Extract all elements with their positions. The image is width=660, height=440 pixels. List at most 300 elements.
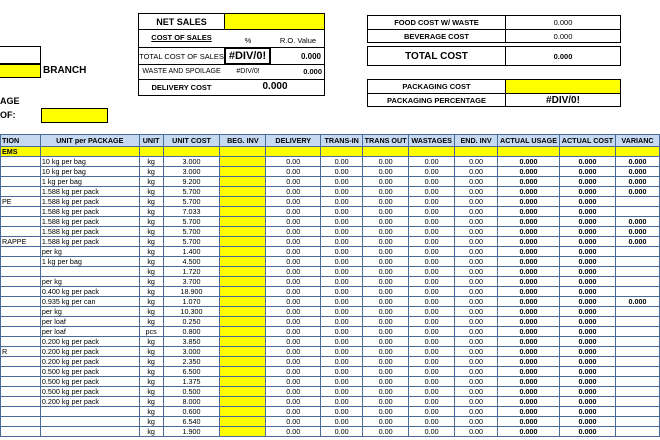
unit-cost-cell: 3.850 (163, 337, 220, 347)
beg-inv-input[interactable] (220, 287, 266, 297)
delivery-cell[interactable]: 0.00 (266, 307, 321, 317)
wastages-cell[interactable]: 0.00 (409, 277, 455, 287)
wastages-cell[interactable]: 0.00 (409, 377, 455, 387)
unit-cell: kg (139, 197, 163, 207)
description-cell (1, 297, 41, 307)
end-inv-cell[interactable]: 0.00 (455, 237, 498, 247)
table-row (1, 367, 660, 377)
unit-per-package-cell (40, 417, 139, 427)
end-inv-cell[interactable]: 0.00 (455, 357, 498, 367)
delivery-cell[interactable]: 0.00 (266, 237, 321, 247)
beg-inv-input[interactable] (220, 337, 266, 347)
trans-in-cell[interactable]: 0.00 (321, 297, 363, 307)
unit-cost-cell: 5.700 (163, 217, 220, 227)
beg-inv-input[interactable] (220, 257, 266, 267)
food-cost-value: 0.000 (505, 15, 621, 30)
actual-usage-cell: 0.000 (498, 177, 560, 187)
variance-cell (615, 277, 659, 287)
trans-out-cell[interactable]: 0.00 (363, 277, 409, 287)
trans-out-cell[interactable]: 0.00 (363, 177, 409, 187)
description-cell (1, 267, 41, 277)
column-header[interactable]: UNIT (139, 135, 163, 147)
inventory-table (0, 134, 660, 437)
beg-inv-input[interactable] (220, 407, 266, 417)
trans-in-cell[interactable]: 0.00 (321, 407, 363, 417)
trans-in-cell[interactable]: 0.00 (321, 157, 363, 167)
actual-cost-cell: 0.000 (560, 217, 616, 227)
wastages-cell[interactable]: 0.00 (409, 167, 455, 177)
trans-out-cell[interactable]: 0.00 (363, 387, 409, 397)
wastages-cell[interactable]: 0.00 (409, 427, 455, 437)
actual-cost-cell: 0.000 (560, 187, 616, 197)
beg-inv-input[interactable] (220, 247, 266, 257)
trans-out-cell[interactable]: 0.00 (363, 337, 409, 347)
packaging-pct-label: PACKAGING PERCENTAGE (367, 93, 506, 107)
trans-in-cell[interactable]: 0.00 (321, 417, 363, 427)
table-row (1, 267, 660, 277)
trans-out-cell[interactable]: 0.00 (363, 257, 409, 267)
table-row (1, 397, 660, 407)
end-inv-cell[interactable]: 0.00 (455, 177, 498, 187)
unit-cost-cell: 6.540 (163, 417, 220, 427)
section-cell: EMS (1, 147, 41, 157)
column-header[interactable]: TION (1, 135, 41, 147)
delivery-cell[interactable]: 0.00 (266, 187, 321, 197)
column-header[interactable]: TRANS OUT (363, 135, 409, 147)
beg-inv-input[interactable] (220, 277, 266, 287)
wastages-cell[interactable]: 0.00 (409, 347, 455, 357)
delivery-cell[interactable]: 0.00 (266, 297, 321, 307)
beg-inv-input[interactable] (220, 187, 266, 197)
trans-in-cell[interactable]: 0.00 (321, 307, 363, 317)
date-input[interactable] (41, 108, 108, 123)
variance-cell (615, 387, 659, 397)
wastages-cell[interactable]: 0.00 (409, 197, 455, 207)
column-header[interactable]: UNIT per PACKAGE (40, 135, 139, 147)
wastages-cell[interactable]: 0.00 (409, 217, 455, 227)
food-cost-label: FOOD COST W/ WASTE (367, 15, 506, 30)
trans-in-cell[interactable]: 0.00 (321, 177, 363, 187)
delivery-cell[interactable]: 0.00 (266, 407, 321, 417)
trans-out-cell[interactable]: 0.00 (363, 267, 409, 277)
wastages-cell[interactable]: 0.00 (409, 307, 455, 317)
total-cost-of-sales-value: 0.000 (270, 47, 325, 65)
end-inv-cell[interactable]: 0.00 (455, 197, 498, 207)
actual-usage-cell: 0.000 (498, 167, 560, 177)
beg-inv-input[interactable] (220, 347, 266, 357)
beg-inv-input[interactable] (220, 207, 266, 217)
age-label: AGE (0, 96, 20, 106)
variance-cell (615, 247, 659, 257)
end-inv-cell[interactable]: 0.00 (455, 317, 498, 327)
delivery-cell[interactable]: 0.00 (266, 277, 321, 287)
trans-in-cell[interactable]: 0.00 (321, 357, 363, 367)
trans-out-cell[interactable]: 0.00 (363, 297, 409, 307)
ro-value-header: R.O. Value (279, 36, 317, 45)
delivery-cell[interactable]: 0.00 (266, 427, 321, 437)
actual-usage-cell: 0.000 (498, 347, 560, 357)
actual-usage-cell: 0.000 (498, 297, 560, 307)
wastages-cell[interactable]: 0.00 (409, 157, 455, 167)
trans-in-cell[interactable]: 0.00 (321, 287, 363, 297)
unit-cost-cell: 10.300 (163, 307, 220, 317)
variance-cell (615, 257, 659, 267)
trans-out-cell[interactable]: 0.00 (363, 357, 409, 367)
actual-usage-cell: 0.000 (498, 257, 560, 267)
actual-usage-cell: 0.000 (498, 157, 560, 167)
end-inv-cell[interactable]: 0.00 (455, 377, 498, 387)
delivery-cell[interactable]: 0.00 (266, 327, 321, 337)
unit-cost-cell: 18.900 (163, 287, 220, 297)
actual-usage-cell: 0.000 (498, 407, 560, 417)
trans-out-cell[interactable]: 0.00 (363, 407, 409, 417)
trans-out-cell[interactable]: 0.00 (363, 217, 409, 227)
wastages-cell[interactable]: 0.00 (409, 357, 455, 367)
trans-out-cell[interactable]: 0.00 (363, 207, 409, 217)
total-cost-value: 0.000 (505, 46, 621, 66)
delivery-cell[interactable]: 0.00 (266, 197, 321, 207)
wastages-cell[interactable]: 0.00 (409, 227, 455, 237)
trans-out-cell[interactable]: 0.00 (363, 307, 409, 317)
unit-cost-cell: 5.700 (163, 227, 220, 237)
column-header[interactable]: END. INV (455, 135, 498, 147)
variance-cell (615, 287, 659, 297)
delivery-cell[interactable]: 0.00 (266, 157, 321, 167)
variance-cell (615, 327, 659, 337)
unit-cost-cell: 1.070 (163, 297, 220, 307)
beg-inv-input[interactable] (220, 307, 266, 317)
end-inv-cell[interactable]: 0.00 (455, 367, 498, 377)
trans-in-cell[interactable]: 0.00 (321, 277, 363, 287)
wastages-cell[interactable]: 0.00 (409, 177, 455, 187)
end-inv-cell[interactable]: 0.00 (455, 397, 498, 407)
column-header[interactable]: TRANS-IN (321, 135, 363, 147)
variance-cell: 0.000 (615, 177, 659, 187)
trans-out-cell[interactable]: 0.00 (363, 157, 409, 167)
wastages-cell[interactable]: 0.00 (409, 207, 455, 217)
actual-cost-cell: 0.000 (560, 167, 616, 177)
unit-per-package-cell: per kg (40, 277, 139, 287)
actual-cost-cell: 0.000 (560, 337, 616, 347)
column-header[interactable]: BEG. INV (220, 135, 266, 147)
table-row (1, 307, 660, 317)
column-header[interactable]: WASTAGES (409, 135, 455, 147)
branch-label: BRANCH (43, 65, 87, 76)
delivery-cell[interactable]: 0.00 (266, 337, 321, 347)
wastages-cell[interactable]: 0.00 (409, 297, 455, 307)
end-inv-cell[interactable]: 0.00 (455, 307, 498, 317)
wastages-cell[interactable]: 0.00 (409, 387, 455, 397)
beg-inv-input[interactable] (220, 377, 266, 387)
trans-out-cell[interactable]: 0.00 (363, 167, 409, 177)
total-cost-of-sales-pct[interactable]: #DIV/0! (224, 47, 271, 65)
actual-cost-cell: 0.000 (560, 197, 616, 207)
trans-out-cell[interactable]: 0.00 (363, 417, 409, 427)
table-row (1, 377, 660, 387)
unit-cell: kg (139, 297, 163, 307)
end-inv-cell[interactable]: 0.00 (455, 417, 498, 427)
wastages-cell[interactable]: 0.00 (409, 187, 455, 197)
wastages-cell[interactable]: 0.00 (409, 417, 455, 427)
delivery-cell[interactable]: 0.00 (266, 367, 321, 377)
end-inv-cell[interactable]: 0.00 (455, 297, 498, 307)
delivery-cell[interactable]: 0.00 (266, 357, 321, 367)
delivery-cell[interactable]: 0.00 (266, 167, 321, 177)
trans-out-cell[interactable]: 0.00 (363, 367, 409, 377)
waste-pct: #DIV/0! (236, 68, 260, 75)
trans-in-cell[interactable]: 0.00 (321, 167, 363, 177)
delivery-cell[interactable]: 0.00 (266, 257, 321, 267)
trans-out-cell[interactable]: 0.00 (363, 317, 409, 327)
trans-in-cell[interactable]: 0.00 (321, 237, 363, 247)
branch-name-box[interactable] (0, 46, 41, 64)
waste-value: 0.000 (303, 67, 322, 76)
wastages-cell[interactable]: 0.00 (409, 407, 455, 417)
trans-out-cell[interactable]: 0.00 (363, 227, 409, 237)
description-cell (1, 227, 41, 237)
unit-per-package-cell: 1.588 kg per pack (40, 227, 139, 237)
beg-inv-input[interactable] (220, 177, 266, 187)
delivery-cell[interactable]: 0.00 (266, 317, 321, 327)
trans-in-cell[interactable]: 0.00 (321, 257, 363, 267)
delivery-cell[interactable]: 0.00 (266, 347, 321, 357)
beg-inv-input[interactable] (220, 327, 266, 337)
beg-inv-input[interactable] (220, 397, 266, 407)
trans-in-cell[interactable]: 0.00 (321, 187, 363, 197)
wastages-cell[interactable]: 0.00 (409, 257, 455, 267)
delivery-cell[interactable]: 0.00 (266, 377, 321, 387)
trans-in-cell[interactable]: 0.00 (321, 367, 363, 377)
section-cell (139, 147, 163, 157)
variance-cell (615, 397, 659, 407)
end-inv-cell[interactable]: 0.00 (455, 167, 498, 177)
end-inv-cell[interactable]: 0.00 (455, 407, 498, 417)
column-header[interactable]: VARIANC (615, 135, 659, 147)
delivery-cell[interactable]: 0.00 (266, 247, 321, 257)
column-header[interactable]: DELIVERY (266, 135, 321, 147)
description-cell (1, 397, 41, 407)
trans-in-cell[interactable]: 0.00 (321, 227, 363, 237)
trans-out-cell[interactable]: 0.00 (363, 427, 409, 437)
variance-cell (615, 417, 659, 427)
trans-in-cell[interactable]: 0.00 (321, 387, 363, 397)
trans-out-cell[interactable]: 0.00 (363, 327, 409, 337)
trans-in-cell[interactable]: 0.00 (321, 317, 363, 327)
description-cell (1, 407, 41, 417)
unit-cost-cell: 1.400 (163, 247, 220, 257)
actual-usage-cell: 0.000 (498, 247, 560, 257)
unit-cost-cell: 5.700 (163, 187, 220, 197)
wastages-cell[interactable]: 0.00 (409, 317, 455, 327)
variance-cell (615, 197, 659, 207)
unit-cell: kg (139, 177, 163, 187)
unit-cell: kg (139, 337, 163, 347)
delivery-cell[interactable]: 0.00 (266, 267, 321, 277)
unit-per-package-cell: per kg (40, 307, 139, 317)
delivery-cell[interactable]: 0.00 (266, 397, 321, 407)
unit-cost-cell: 3.000 (163, 157, 220, 167)
actual-usage-cell: 0.000 (498, 187, 560, 197)
end-inv-cell[interactable]: 0.00 (455, 227, 498, 237)
beg-inv-input[interactable] (220, 297, 266, 307)
actual-usage-cell: 0.000 (498, 397, 560, 407)
column-header[interactable]: UNIT COST (163, 135, 220, 147)
beg-inv-input[interactable] (220, 197, 266, 207)
trans-in-cell[interactable]: 0.00 (321, 377, 363, 387)
beg-inv-input[interactable] (220, 157, 266, 167)
end-inv-cell[interactable]: 0.00 (455, 287, 498, 297)
wastages-cell[interactable]: 0.00 (409, 287, 455, 297)
trans-in-cell[interactable]: 0.00 (321, 427, 363, 437)
delivery-cell[interactable]: 0.00 (266, 287, 321, 297)
wastages-cell[interactable]: 0.00 (409, 397, 455, 407)
trans-in-cell[interactable]: 0.00 (321, 347, 363, 357)
delivery-cell[interactable]: 0.00 (266, 207, 321, 217)
table-row (1, 407, 660, 417)
actual-cost-cell: 0.000 (560, 357, 616, 367)
actual-usage-cell: 0.000 (498, 417, 560, 427)
trans-in-cell[interactable]: 0.00 (321, 397, 363, 407)
trans-out-cell[interactable]: 0.00 (363, 187, 409, 197)
trans-out-cell[interactable]: 0.00 (363, 287, 409, 297)
description-cell (1, 377, 41, 387)
actual-cost-cell: 0.000 (560, 417, 616, 427)
unit-cell: kg (139, 187, 163, 197)
column-header[interactable]: ACTUAL USAGE (498, 135, 560, 147)
beg-inv-input[interactable] (220, 267, 266, 277)
wastages-cell[interactable]: 0.00 (409, 267, 455, 277)
delivery-cell[interactable]: 0.00 (266, 227, 321, 237)
beg-inv-input[interactable] (220, 227, 266, 237)
variance-cell (615, 427, 659, 437)
column-header[interactable]: ACTUAL COST (560, 135, 616, 147)
unit-cost-cell: 0.600 (163, 407, 220, 417)
beg-inv-input[interactable] (220, 417, 266, 427)
trans-out-cell[interactable]: 0.00 (363, 397, 409, 407)
end-inv-cell[interactable]: 0.00 (455, 267, 498, 277)
unit-cost-cell: 4.500 (163, 257, 220, 267)
wastages-cell[interactable]: 0.00 (409, 367, 455, 377)
trans-out-cell[interactable]: 0.00 (363, 377, 409, 387)
beg-inv-input[interactable] (220, 237, 266, 247)
unit-per-package-cell: per kg (40, 247, 139, 257)
end-inv-cell[interactable]: 0.00 (455, 337, 498, 347)
variance-cell (615, 307, 659, 317)
unit-per-package-cell: 1.588 kg per pack (40, 187, 139, 197)
wastages-cell[interactable]: 0.00 (409, 327, 455, 337)
delivery-cell[interactable]: 0.00 (266, 217, 321, 227)
variance-cell: 0.000 (615, 157, 659, 167)
trans-in-cell[interactable]: 0.00 (321, 247, 363, 257)
actual-cost-cell: 0.000 (560, 177, 616, 187)
variance-cell: 0.000 (615, 187, 659, 197)
unit-per-package-cell: 1.588 kg per pack (40, 237, 139, 247)
waste-label: WASTE AND SPOILAGE (142, 68, 221, 75)
end-inv-cell[interactable]: 0.00 (455, 217, 498, 227)
delivery-cell[interactable]: 0.00 (266, 177, 321, 187)
actual-usage-cell: 0.000 (498, 357, 560, 367)
actual-cost-cell: 0.000 (560, 257, 616, 267)
end-inv-cell[interactable]: 0.00 (455, 387, 498, 397)
unit-cost-cell: 3.000 (163, 347, 220, 357)
wastages-cell[interactable]: 0.00 (409, 237, 455, 247)
packaging-cost-input[interactable] (505, 79, 621, 94)
trans-in-cell[interactable]: 0.00 (321, 217, 363, 227)
unit-per-package-cell: 0.200 kg per pack (40, 357, 139, 367)
delivery-cell[interactable]: 0.00 (266, 387, 321, 397)
beg-inv-input[interactable] (220, 357, 266, 367)
trans-in-cell[interactable]: 0.00 (321, 197, 363, 207)
net-sales-input[interactable] (224, 13, 325, 30)
trans-out-cell[interactable]: 0.00 (363, 197, 409, 207)
wastages-cell[interactable]: 0.00 (409, 337, 455, 347)
end-inv-cell[interactable]: 0.00 (455, 257, 498, 267)
pct-header: % (244, 36, 252, 45)
description-cell (1, 247, 41, 257)
unit-cost-cell: 1.900 (163, 427, 220, 437)
unit-cost-cell: 7.033 (163, 207, 220, 217)
unit-cell: kg (139, 317, 163, 327)
end-inv-cell[interactable]: 0.00 (455, 157, 498, 167)
beg-inv-input[interactable] (220, 167, 266, 177)
trans-in-cell[interactable]: 0.00 (321, 267, 363, 277)
trans-out-cell[interactable]: 0.00 (363, 237, 409, 247)
actual-usage-cell: 0.000 (498, 197, 560, 207)
unit-cell: kg (139, 387, 163, 397)
unit-cost-cell: 9.200 (163, 177, 220, 187)
end-inv-cell[interactable]: 0.00 (455, 427, 498, 437)
end-inv-cell[interactable]: 0.00 (455, 187, 498, 197)
unit-per-package-cell: 0.935 kg per can (40, 297, 139, 307)
trans-out-cell[interactable]: 0.00 (363, 247, 409, 257)
table-row (1, 177, 660, 187)
table-row (1, 427, 660, 437)
beg-inv-input[interactable] (220, 367, 266, 377)
beg-inv-input[interactable] (220, 317, 266, 327)
end-inv-cell[interactable]: 0.00 (455, 277, 498, 287)
trans-out-cell[interactable]: 0.00 (363, 347, 409, 357)
delivery-cell[interactable]: 0.00 (266, 417, 321, 427)
description-cell (1, 307, 41, 317)
trans-in-cell[interactable]: 0.00 (321, 337, 363, 347)
end-inv-cell[interactable]: 0.00 (455, 247, 498, 257)
section-cell (409, 147, 455, 157)
wastages-cell[interactable]: 0.00 (409, 247, 455, 257)
unit-per-package-cell: 0.500 kg per pack (40, 387, 139, 397)
end-inv-cell[interactable]: 0.00 (455, 207, 498, 217)
total-cost-of-sales-label: TOTAL COST OF SALES (138, 47, 225, 65)
table-row (1, 357, 660, 367)
section-cell (560, 147, 616, 157)
actual-cost-cell: 0.000 (560, 307, 616, 317)
beg-inv-input[interactable] (220, 387, 266, 397)
description-cell (1, 387, 41, 397)
unit-cost-cell: 6.500 (163, 367, 220, 377)
branch-yellow-input[interactable] (0, 64, 41, 78)
beg-inv-input[interactable] (220, 217, 266, 227)
actual-cost-cell: 0.000 (560, 287, 616, 297)
description-cell (1, 427, 41, 437)
beg-inv-input[interactable] (220, 427, 266, 437)
trans-in-cell[interactable]: 0.00 (321, 327, 363, 337)
end-inv-cell[interactable]: 0.00 (455, 327, 498, 337)
description-cell (1, 337, 41, 347)
unit-per-package-cell: 10 kg per bag (40, 157, 139, 167)
end-inv-cell[interactable]: 0.00 (455, 347, 498, 357)
variance-cell: 0.000 (615, 237, 659, 247)
trans-in-cell[interactable]: 0.00 (321, 207, 363, 217)
table-row (1, 207, 660, 217)
